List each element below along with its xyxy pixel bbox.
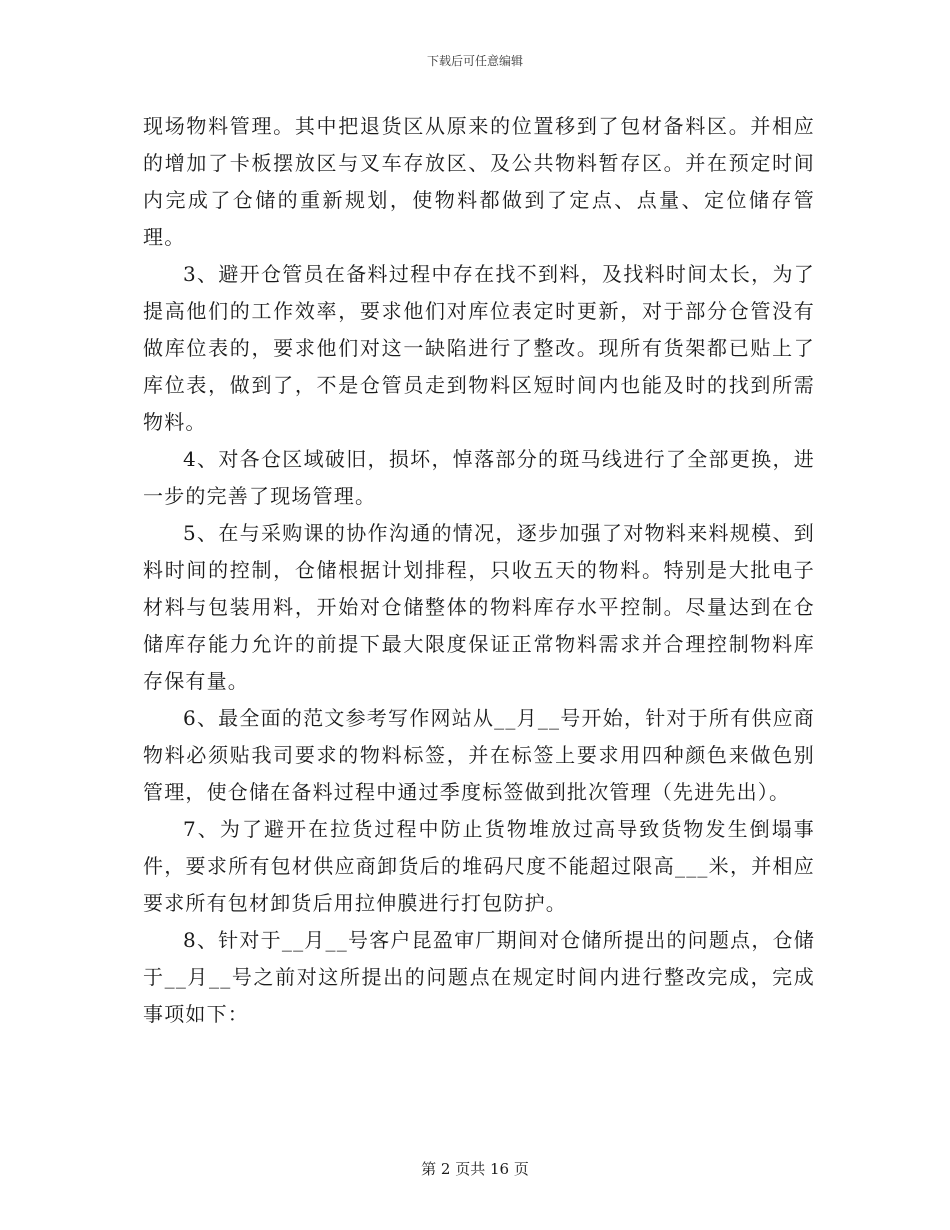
paragraph-6: 7、为了避开在拉货过程中防止货物堆放过高导致货物发生倒塌事件，要求所有包材供应商卸货后的堆码尺度不能超过限高___米，并相应要求所有包材卸货后用拉伸膜进行打包防护。 [143,817,815,915]
paragraph-2: 3、避开仓管员在备料过程中存在找不到料，及找料时间太长，为了提高他们的工作效率，要求他们对库位表定时更新，对于部分仓管没有做库位表的，要求他们对这一缺陷进行了整改。现所有货架都已贴上了库位表，做到了，不是仓管员走到物料区短时间内也能及时的找到所需物料。 [143,262,815,434]
paragraph-5: 6、最全面的范文参考写作网站从__月__号开始，针对于所有供应商物料必须贴我司要求的物料标签，并在标签上要求用四种颜色来做色别管理，使仓储在备料过程中通过季度标签做到批次管理（先进先出）。 [143,706,815,804]
paragraph-1: 现场物料管理。其中把退货区从原来的位置移到了包材备料区。并相应的增加了卡板摆放区与叉车存放区、及公共物料暂存区。并在预定时间内完成了仓储的重新规划，使物料都做到了定点、点量、定位储存管理。 [143,114,815,249]
paragraph-4: 5、在与采购课的协作沟通的情况，逐步加强了对物料来料规模、到料时间的控制，仓储根据计划排程，只收五天的物料。特别是大批电子材料与包装用料，开始对仓储整体的物料库存水平控制。尽量达到在仓储库存能力允许的前提下最大限度保证正常物料需求并合理控制物料库存保有量。 [143,521,815,693]
document-body [143,108,815,1033]
page-header-note: 下载后可任意编辑 [426,54,523,68]
paragraph-7: 8、针对于__月__号客户昆盈审厂期间对仓储所提出的问题点，仓储于__月__号之前对这所提出的问题点在规定时间内进行整改完成，完成事项如下： [143,928,815,1026]
paragraph-3: 4、对各仓区域破旧，损坏，悼落部分的斑马线进行了全部更换，进一步的完善了现场管理。 [143,447,815,508]
page-number: 第 2 页共 16 页 [421,1160,529,1178]
